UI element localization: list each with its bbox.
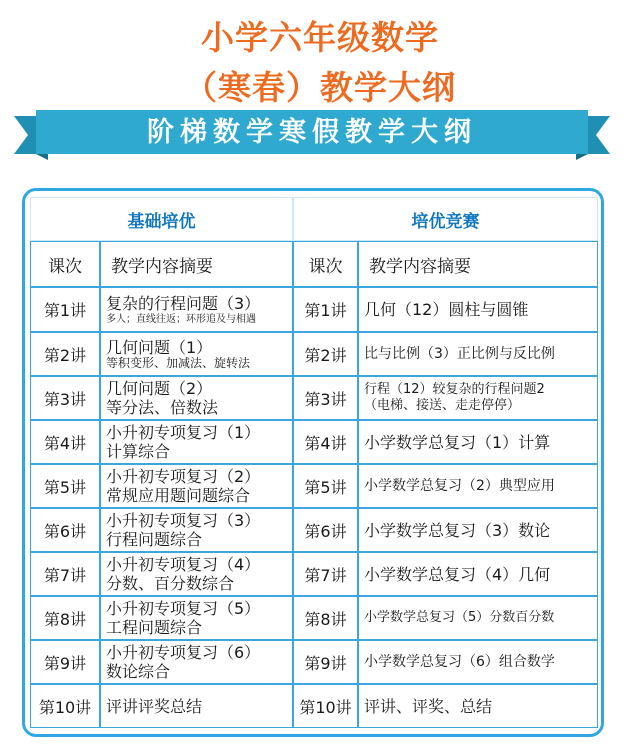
- content-left-3-detail: 等分法、倍数法: [106, 398, 219, 417]
- content-left-4-title: 小升初专项复习（1）: [106, 423, 261, 442]
- lesson-right-5: 第5讲: [293, 464, 358, 508]
- lesson-left-10: 第10讲: [30, 684, 100, 728]
- lesson-right-2: 第2讲: [293, 332, 358, 376]
- title-line2: （寒春）教学大纲: [184, 68, 456, 107]
- content-right-2: [358, 332, 598, 376]
- lesson-right-3: 第3讲: [293, 376, 358, 420]
- content-left-3: [100, 376, 293, 420]
- content-left-8: [100, 596, 293, 640]
- content-left-6: [100, 508, 293, 552]
- content-right-8: [358, 596, 598, 640]
- title-line1: 小学六年级数学: [201, 18, 439, 57]
- lesson-right-4: 第4讲: [293, 420, 358, 464]
- content-right-10: [358, 684, 598, 728]
- content-left-9-title: 小升初专项复习（6）: [106, 643, 261, 662]
- content-left-4-detail: 计算综合: [106, 442, 171, 461]
- content-left-8-detail: 工程问题综合: [106, 618, 203, 637]
- content-left-2: [100, 332, 293, 376]
- content-left-3-title: 几何问题（2）: [106, 379, 213, 398]
- content-right-6-title: 小学数学总复习（3）数论: [364, 520, 551, 540]
- content-right-6: [358, 508, 598, 552]
- content-right-2-title: 比与比例（3）正比例与反比例: [364, 346, 555, 362]
- content-right-4-title: 小学数学总复习（1）计算: [364, 432, 551, 452]
- lesson-left-1: 第1讲: [30, 287, 100, 332]
- col-header-content-left: 教学内容摘要: [100, 241, 293, 287]
- content-left-10: [100, 684, 293, 728]
- lesson-left-5: 第5讲: [30, 464, 100, 508]
- content-left-4: [100, 420, 293, 464]
- lesson-left-3: 第3讲: [30, 376, 100, 420]
- content-left-6-detail: 行程问题综合: [106, 530, 203, 549]
- content-right-7: [358, 552, 598, 596]
- group-header-left: 基础培优: [30, 197, 293, 241]
- banner-text: 阶梯数学寒假教学大纲: [147, 117, 477, 148]
- lesson-left-4: 第4讲: [30, 420, 100, 464]
- content-right-9: [358, 640, 598, 684]
- banner: [14, 110, 610, 160]
- content-right-3: [358, 376, 598, 420]
- content-left-6-title: 小升初专项复习（3）: [106, 511, 261, 530]
- lesson-right-9: 第9讲: [293, 640, 358, 684]
- lesson-left-2: 第2讲: [30, 332, 100, 376]
- content-right-10-title: 评讲、评奖、总结: [364, 696, 493, 716]
- content-left-9-detail: 数论综合: [106, 662, 171, 681]
- lesson-right-1: 第1讲: [293, 287, 358, 332]
- col-header-content-right: 教学内容摘要: [358, 241, 598, 287]
- content-left-8-title: 小升初专项复习（5）: [106, 599, 261, 618]
- col-header-lesson-right: 课次: [293, 241, 358, 287]
- content-left-7-title: 小升初专项复习（4）: [106, 555, 261, 574]
- content-left-5-detail: 常规应用题问题综合: [106, 486, 251, 505]
- content-left-2-detail: 等积变形、加减法、旋转法: [106, 356, 251, 370]
- lesson-right-7: 第7讲: [293, 552, 358, 596]
- lesson-right-8: 第8讲: [293, 596, 358, 640]
- lesson-left-9: 第9讲: [30, 640, 100, 684]
- content-right-5: [358, 464, 598, 508]
- content-right-4: [358, 420, 598, 464]
- lesson-right-6: 第6讲: [293, 508, 358, 552]
- lesson-left-7: 第7讲: [30, 552, 100, 596]
- syllabus-table: [22, 188, 604, 737]
- content-right-3-title: 行程（12）较复杂的行程问题2: [364, 382, 545, 397]
- content-left-1-title: 复杂的行程问题（3）: [106, 293, 261, 313]
- content-left-10-title: 评讲评奖总结: [106, 696, 203, 716]
- lesson-left-6: 第6讲: [30, 508, 100, 552]
- content-right-9-title: 小学数学总复习（6）组合数学: [364, 654, 555, 670]
- content-left-5-title: 小升初专项复习（2）: [106, 467, 261, 486]
- content-left-5: [100, 464, 293, 508]
- lesson-left-8: 第8讲: [30, 596, 100, 640]
- content-left-2-title: 几何问题（1）: [106, 338, 213, 357]
- col-header-lesson-left: 课次: [30, 241, 100, 287]
- content-right-3-detail: （电梯、接送、走走停停）: [364, 398, 521, 413]
- content-left-1: [100, 287, 293, 332]
- content-right-5-title: 小学数学总复习（2）典型应用: [364, 478, 555, 494]
- content-right-1: [358, 287, 598, 332]
- content-left-7-detail: 分数、百分数综合: [106, 574, 235, 593]
- content-right-7-title: 小学数学总复习（4）几何: [364, 564, 551, 584]
- content-left-9: [100, 640, 293, 684]
- content-left-1-detail: 多人；直线往返；环形追及与相遇: [106, 313, 256, 325]
- content-right-1-title: 几何（12）圆柱与圆锥: [364, 300, 529, 319]
- content-left-7: [100, 552, 293, 596]
- group-header-right: 培优竞赛: [293, 197, 598, 241]
- lesson-right-10: 第10讲: [293, 684, 358, 728]
- content-right-8-title: 小学数学总复习（5）分数百分数: [364, 610, 555, 625]
